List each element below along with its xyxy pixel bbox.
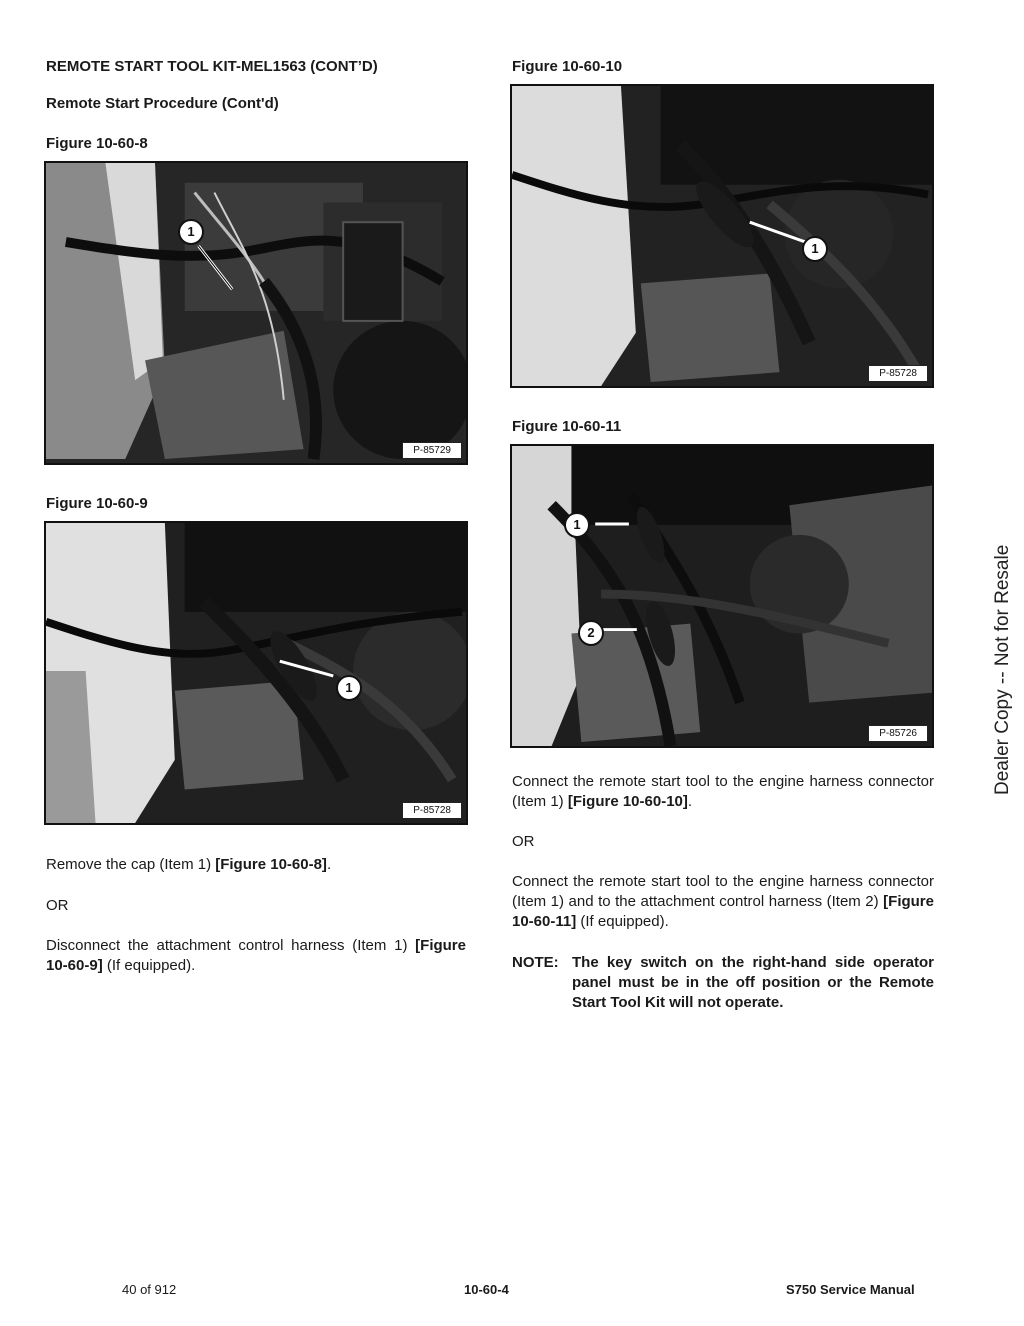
figure-photo bbox=[44, 521, 468, 825]
engine-photo-illustration bbox=[46, 523, 466, 823]
note-text: The key switch on the right-hand side operator panel must be in the off position or the Remote Start Tool Kit will not operate. bbox=[572, 954, 934, 1011]
callout-2: 2 bbox=[578, 620, 604, 646]
paragraph-disconnect-harness bbox=[46, 936, 466, 976]
text-run: Remove the cap (Item 1) bbox=[46, 856, 216, 873]
side-watermark: Dealer Copy -- Not for Resale bbox=[992, 544, 1013, 795]
or-separator: OR bbox=[46, 897, 69, 914]
figure-title: Figure 10-60-10 bbox=[512, 58, 623, 75]
procedure-subtitle: Remote Start Procedure (Cont'd) bbox=[46, 95, 279, 112]
photo-code: P-85728 bbox=[868, 365, 928, 382]
text-run: Disconnect the attachment control harness (Item 1) bbox=[46, 937, 416, 954]
section-title: REMOTE START TOOL KIT-MEL1563 (CONT’D) bbox=[46, 58, 378, 75]
figure-photo bbox=[510, 444, 934, 748]
figure-title: Figure 10-60-11 bbox=[512, 418, 622, 435]
text-run: . bbox=[687, 793, 693, 810]
text-run: . bbox=[326, 856, 332, 873]
figure-reference: [Figure 10-60-11] bbox=[512, 893, 934, 930]
engine-photo-illustration bbox=[512, 86, 932, 386]
callout-1: 1 bbox=[336, 675, 362, 701]
callout-1: 1 bbox=[802, 236, 828, 262]
text-run: (If equipped). bbox=[102, 957, 196, 974]
paragraph-connect-both bbox=[512, 872, 934, 932]
text-run: (If equipped). bbox=[576, 913, 669, 930]
figure-reference: [Figure 10-60-9] bbox=[46, 937, 466, 974]
section-number: 10-60-4 bbox=[464, 1282, 509, 1297]
or-separator: OR bbox=[512, 833, 535, 850]
figure-reference: [Figure 10-60-8] bbox=[215, 856, 327, 873]
callout-1: 1 bbox=[564, 512, 590, 538]
text-run: Connect the remote start tool to the engine harness connector (Item 1) and to the attachment control harness (Item 2) bbox=[512, 873, 934, 910]
paragraph-connect-engine bbox=[512, 772, 934, 812]
callout-1: 1 bbox=[178, 219, 204, 245]
paragraph-remove-cap bbox=[46, 855, 466, 875]
figure-photo bbox=[510, 84, 934, 388]
engine-photo-illustration bbox=[512, 446, 932, 746]
photo-code: P-85729 bbox=[402, 442, 462, 459]
engine-photo-illustration bbox=[46, 163, 466, 463]
text-run: Connect the remote start tool to the engine harness connector (Item 1) bbox=[512, 773, 934, 810]
note-label: NOTE: bbox=[512, 954, 559, 971]
figure-reference: [Figure 10-60-10] bbox=[567, 793, 688, 810]
note-block bbox=[512, 953, 934, 1013]
photo-code: P-85728 bbox=[402, 802, 462, 819]
figure-photo bbox=[44, 161, 468, 465]
figure-title: Figure 10-60-9 bbox=[46, 495, 148, 512]
figure-title: Figure 10-60-8 bbox=[46, 135, 148, 152]
photo-code: P-85726 bbox=[868, 725, 928, 742]
page-count: 40 of 912 bbox=[122, 1282, 177, 1297]
manual-name: S750 Service Manual bbox=[786, 1282, 915, 1297]
